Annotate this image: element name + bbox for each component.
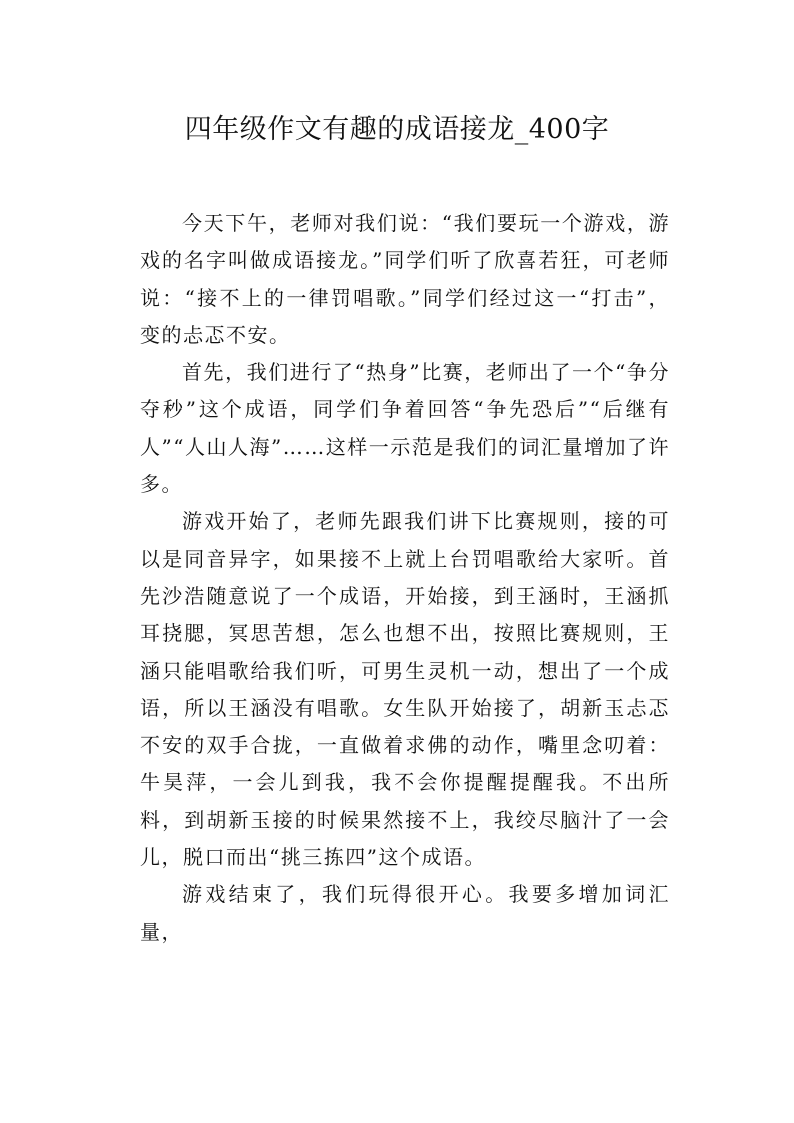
paragraph: 今天下午，老师对我们说：“我们要玩一个游戏，游戏的名字叫做成语接龙。”同学们听了欣喜若狂，可老师说：“接不上的一律罚唱歌。”同学们经过这一“打击”，变的忐忑不安。 (140, 211, 670, 347)
paragraph: 游戏开始了，老师先跟我们讲下比赛规则，接的可以是同音异字，如果接不上就上台罚唱歌给大家听。首先沙浩随意说了一个成语，开始接，到王涵时，王涵抓耳挠腮，冥思苦想，怎么也想不出，按照比赛规则，王涵只能唱歌给我们听，可男生灵机一动，想出了一个成语，所以王涵没有唱歌。女生队开始接了，胡新玉忐忑不安的双手合拢，一直做着求佛的动作，嘴里念叨着：牛昊萍，一会儿到我，我不会你提醒提醒我。不出所料，到胡新玉接的时候果然接不上，我绞尽脑汁了一会儿，脱口而出“挑三拣四”这个成语。 (140, 509, 670, 870)
paragraph: 游戏结束了，我们玩得很开心。我要多增加词汇量， (140, 882, 670, 944)
document-title: 四年级作文有趣的成语接龙_400字 (184, 114, 610, 145)
paragraph: 首先，我们进行了“热身”比赛，老师出了一个“争分夺秒”这个成语，同学们争着回答“争先恐后”“后继有人”“人山人海”……这样一示范是我们的词汇量增加了许多。 (140, 360, 670, 497)
document-body (140, 205, 670, 951)
